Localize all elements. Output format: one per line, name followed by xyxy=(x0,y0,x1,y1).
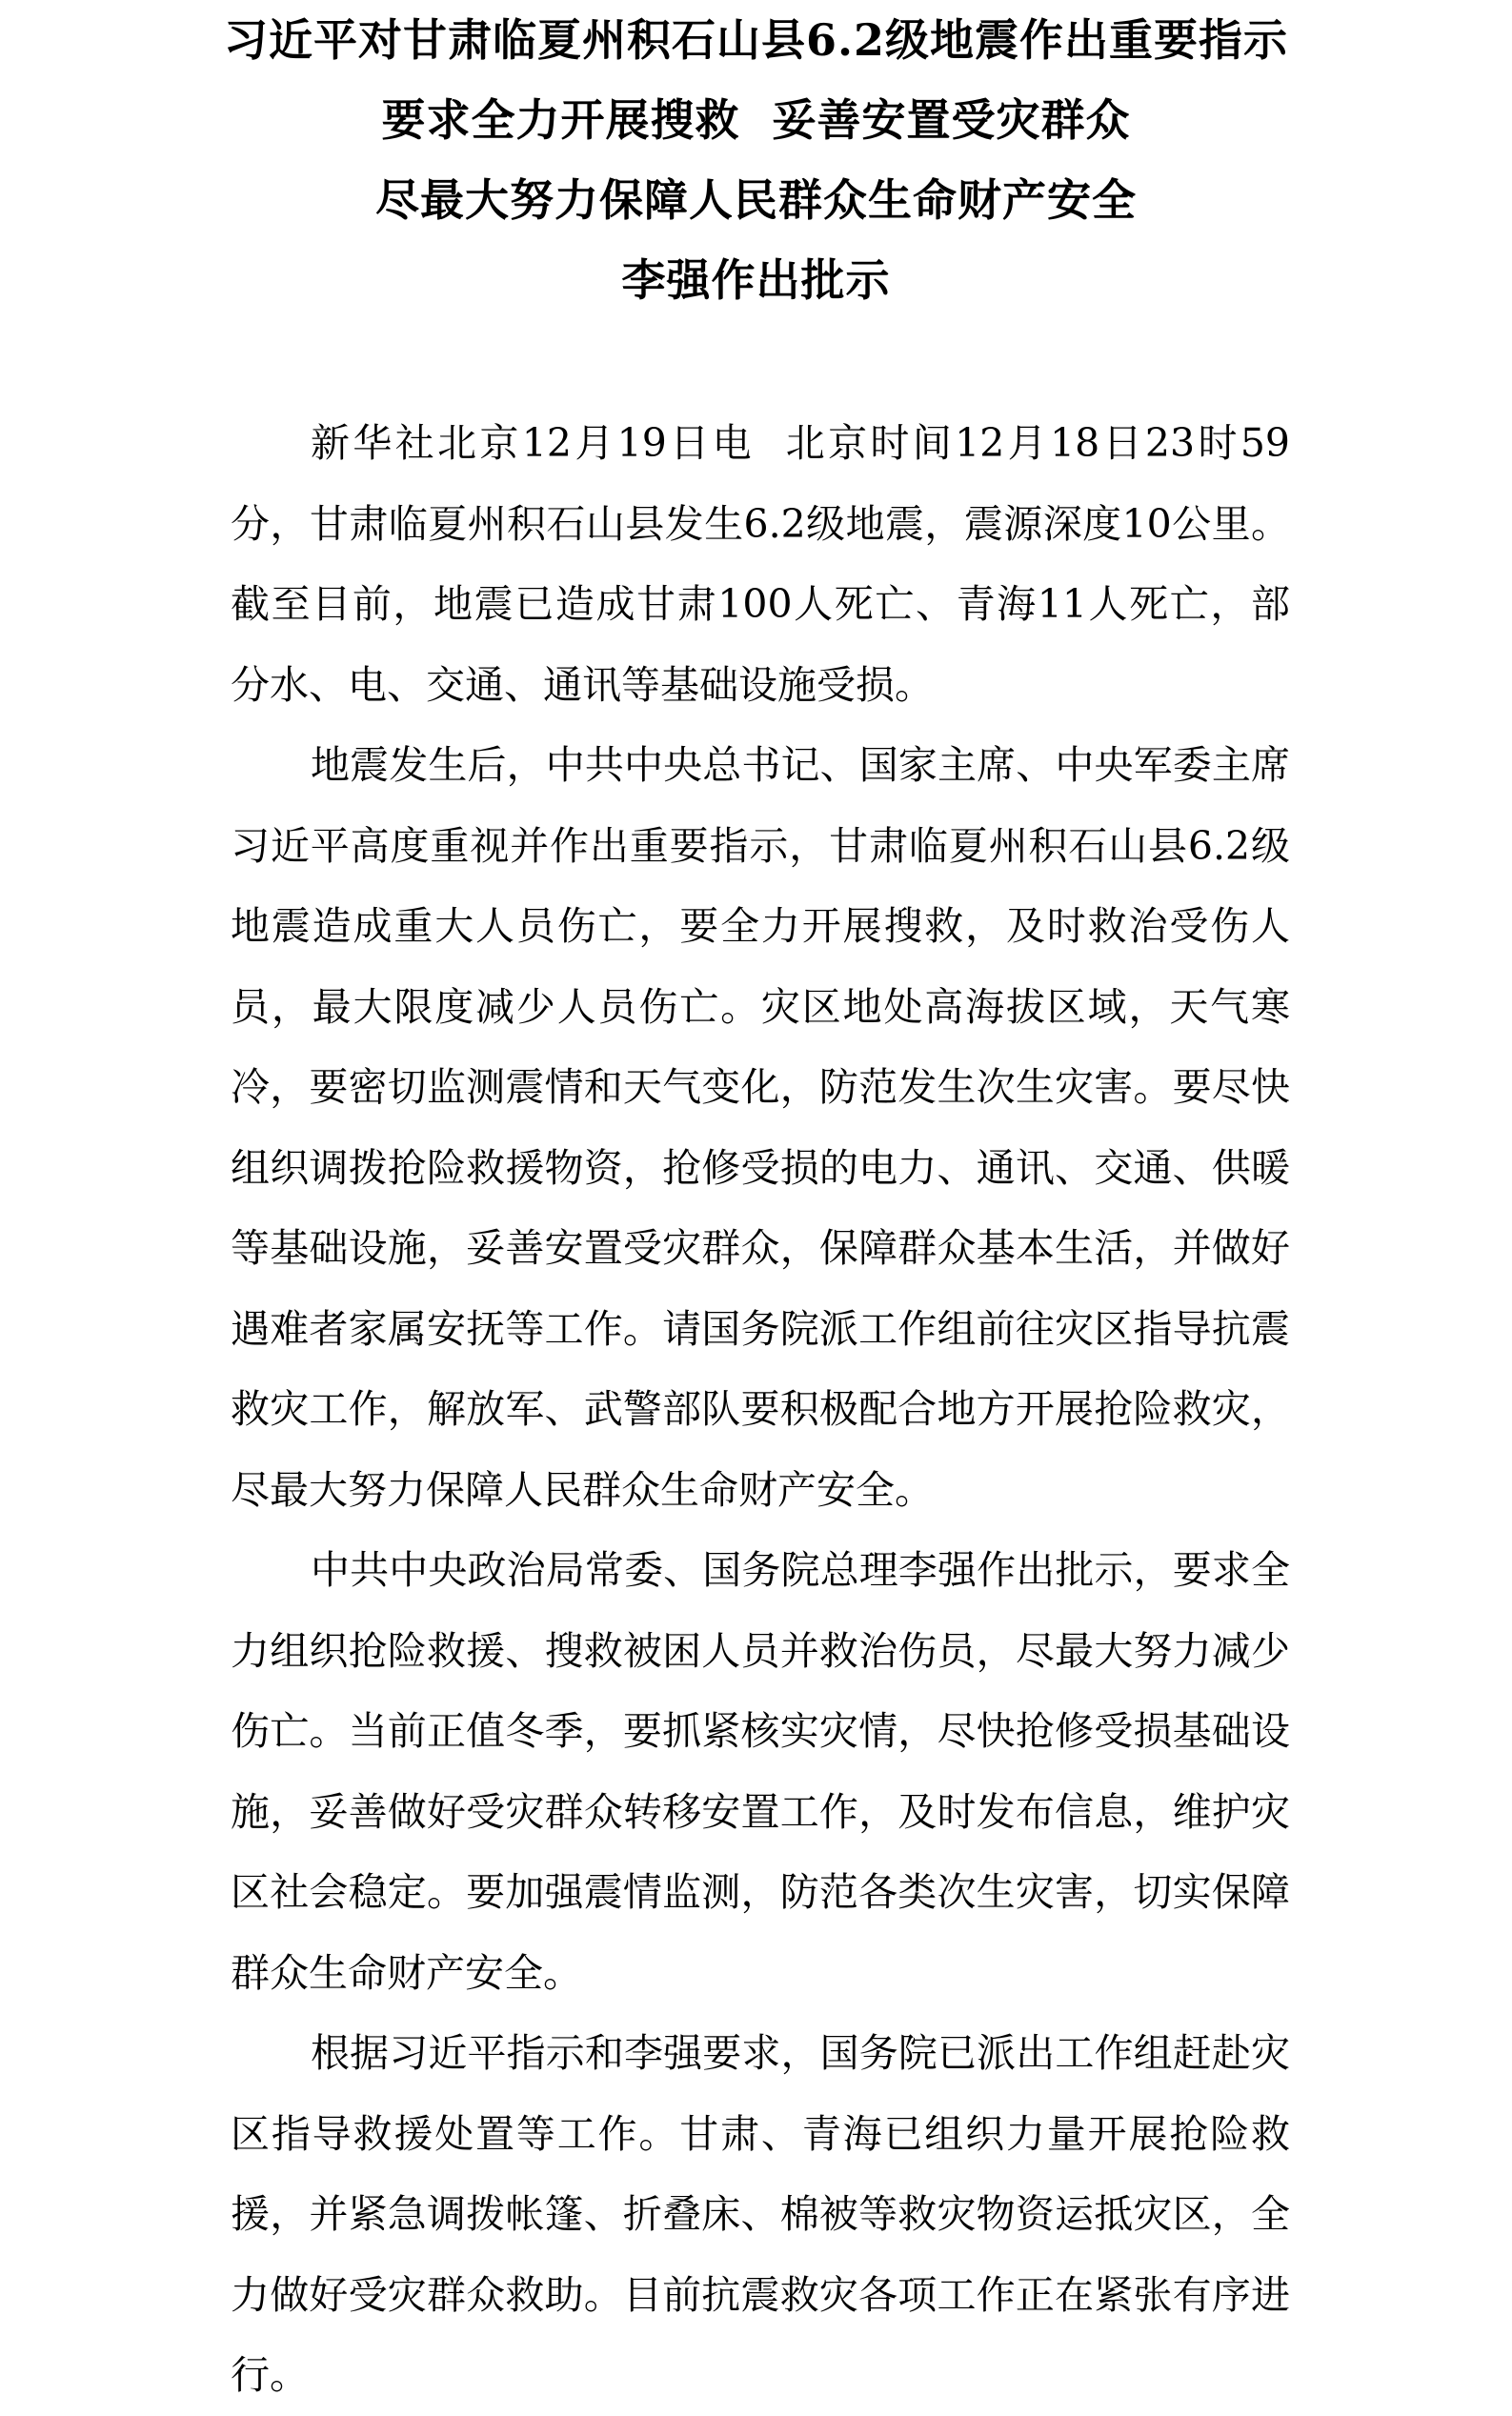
article-body xyxy=(231,403,1290,2416)
headline-line-2: 要求全力开展搜救 妥善安置受灾群众 xyxy=(381,94,1131,146)
paragraph-3: 中共中央政治局常委、国务院总理李强作出批示，要求全力组织抢险救援、搜救被困人员并救治伤员，尽最大努力减少伤亡。当前正值冬季，要抓紧核实灾情，尽快抢修受损基础设施，妥善做好受灾群众转移安置工作，及时发布信息，维护灾区社会稳定。要加强震情监测，防范各类次生灾害，切实保障群众生命财产安全。 xyxy=(231,1547,1290,1996)
headline-line-3: 尽最大努力保障人民群众生命财产安全 xyxy=(375,174,1137,226)
headline xyxy=(191,0,1321,320)
headline-line-1: 习近平对甘肃临夏州积石山县6.2级地震作出重要指示 xyxy=(223,14,1289,66)
paragraph-1: 新华社北京12月19日电 北京时间12月18日23时59分，甘肃临夏州积石山县发生6.2级地震，震源深度10公里。截至目前，地震已造成甘肃100人死亡、青海11人死亡，部分水、电、交通、通讯等基础设施受损。 xyxy=(231,420,1290,708)
paragraph-4: 根据习近平指示和李强要求，国务院已派出工作组赶赴灾区指导救援处置等工作。甘肃、青海已组织力量开展抢险救援，并紧急调拨帐篷、折叠床、棉被等救灾物资运抵灾区，全力做好受灾群众救助。目前抗震救灾各项工作正在紧张有序进行。 xyxy=(231,2030,1290,2398)
paragraph-2: 地震发生后，中共中央总书记、国家主席、中央军委主席习近平高度重视并作出重要指示，甘肃临夏州积石山县6.2级地震造成重大人员伤亡，要全力开展搜救，及时救治受伤人员，最大限度减少人员伤亡。灾区地处高海拔区域，天气寒冷，要密切监测震情和天气变化，防范发生次生灾害。要尽快组织调拨抢险救援物资，抢修受损的电力、通讯、交通、供暖等基础设施，妥善安置受灾群众，保障群众基本生活，并做好遇难者家属安抚等工作。请国务院派工作组前往灾区指导抗震救灾工作，解放军、武警部队要积极配合地方开展抢险救灾，尽最大努力保障人民群众生命财产安全。 xyxy=(231,742,1290,1513)
headline-line-4: 李强作出批示 xyxy=(621,254,891,306)
